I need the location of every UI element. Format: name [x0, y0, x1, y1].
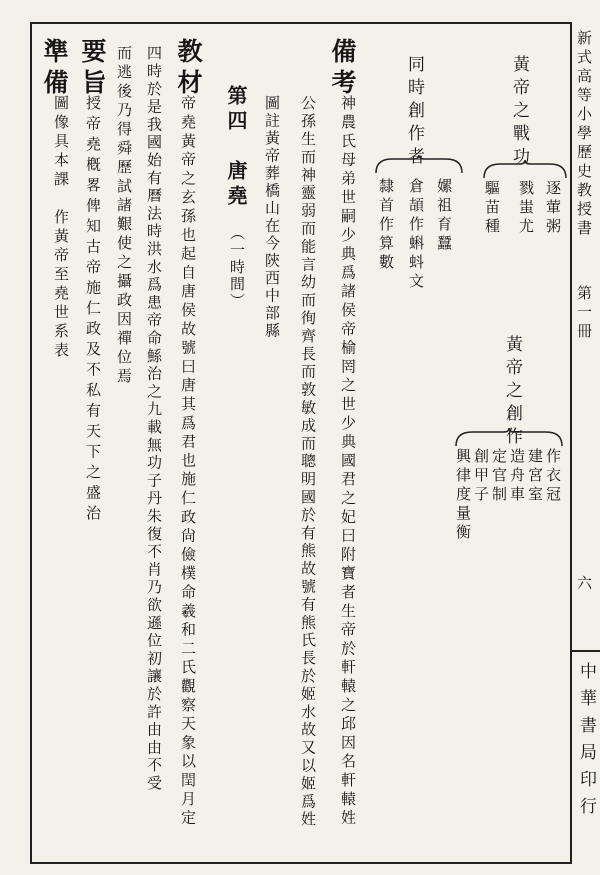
page-border-bottom — [30, 862, 572, 864]
publisher: 中華書局印行 — [576, 662, 596, 824]
work-1: 作衣冠 — [544, 448, 562, 505]
creator-2: 倉頡作蝌蚪文 — [407, 178, 425, 292]
preparation-text: 圖像具本課 作黃帝至堯世系表 — [52, 95, 70, 361]
book-title: 新式高等小學歷史教授書 — [575, 30, 593, 239]
lesson-title: 唐堯 — [224, 160, 248, 210]
material-heading: 教材 — [174, 38, 203, 100]
summary-heading: 要旨 — [78, 38, 107, 100]
work-3: 造舟車 — [508, 448, 526, 505]
publisher-rule — [570, 650, 600, 652]
works-title: 黃帝之創作 — [502, 335, 522, 450]
creators-bracket — [372, 155, 467, 175]
work-5: 創甲子 — [472, 448, 490, 505]
work-4: 定官制 — [490, 448, 508, 505]
preparation-heading: 準備 — [40, 38, 69, 100]
page-border-right — [570, 22, 572, 862]
war-item-2: 戮蚩尤 — [517, 180, 535, 237]
reference-line-2: 公孫生而神靈弱而能言幼而徇齊長而敦敏成而聰明國於有熊故號有熊氏長於姬水故又以姬爲姓 — [299, 95, 317, 829]
material-line-3: 而逃後乃得舜歷試諸艱使之攝政因禪位焉 — [115, 45, 133, 387]
war-title: 黃帝之戰功 — [509, 55, 529, 170]
material-line-1: 帝堯黃帝之玄孫也起自唐侯故號曰唐其爲君也施仁政尙儉樸命羲和二氏觀察天象以閏月定 — [179, 95, 197, 829]
reference-heading: 備考 — [328, 38, 357, 100]
material-line-2: 四時於是我國始有曆法時洪水爲患帝命鯀治之九載無功子丹朱復不肖乃欲遜位初讓於許由由不受 — [145, 45, 163, 793]
reference-line-1: 神農氏母弟世嗣少典爲諸侯帝榆罔之世少典國君之妃曰附寶者生帝於軒轅之邱因名軒轅姓 — [339, 95, 357, 829]
war-item-1: 逐葷粥 — [544, 180, 562, 237]
war-bracket — [480, 160, 570, 180]
creators-title: 同時創作者 — [404, 55, 424, 170]
work-2: 建宮室 — [526, 448, 544, 505]
summary-text: 授帝堯槪畧俾知古帝施仁政及不私有天下之盛治 — [84, 95, 102, 526]
lesson-duration: （一時間） — [228, 225, 246, 310]
creator-3: 隸首作算數 — [377, 178, 395, 273]
page-number: 六 — [575, 575, 593, 594]
reference-line-3: 圖註黃帝葬橋山在今陝西中部縣 — [263, 95, 281, 340]
volume-label: 第一冊 — [575, 285, 593, 342]
works-bracket — [452, 428, 567, 448]
work-6: 興律度量衡 — [454, 448, 472, 543]
page-border-left — [30, 22, 32, 862]
lesson-number: 第四 — [224, 85, 248, 135]
page-border-top — [30, 22, 572, 24]
war-sub: 驅苗種 — [483, 180, 501, 237]
creator-1: 嫘祖育蠶 — [435, 178, 453, 254]
